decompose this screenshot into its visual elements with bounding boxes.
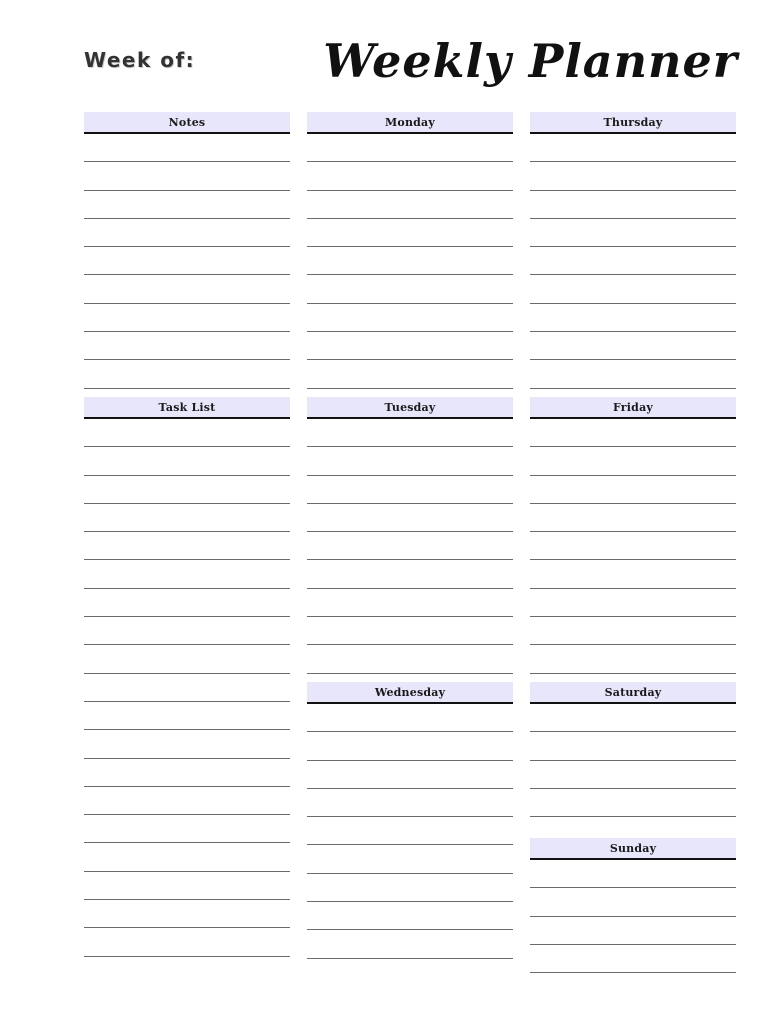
section-thursday [530, 112, 736, 389]
writing-line[interactable] [530, 162, 736, 190]
section-header [307, 112, 513, 134]
writing-line[interactable] [530, 360, 736, 388]
writing-line[interactable] [84, 247, 290, 275]
writing-line[interactable] [530, 304, 736, 332]
section-header-label: Notes [168, 115, 206, 129]
page-header [0, 36, 784, 96]
section-monday [307, 112, 513, 389]
writing-line[interactable] [84, 928, 290, 956]
writing-line[interactable] [530, 917, 736, 945]
writing-line[interactable] [307, 360, 513, 388]
section-task-list [84, 397, 290, 957]
writing-line[interactable] [530, 447, 736, 475]
writing-line[interactable] [530, 589, 736, 617]
writing-line[interactable] [530, 617, 736, 645]
writing-line[interactable] [530, 732, 736, 760]
writing-line[interactable] [84, 476, 290, 504]
writing-line[interactable] [307, 930, 513, 958]
writing-line[interactable] [530, 504, 736, 532]
section-friday [530, 397, 736, 674]
section-sunday [530, 838, 736, 973]
writing-line[interactable] [307, 532, 513, 560]
writing-line[interactable] [530, 945, 736, 973]
section-wednesday [307, 682, 513, 959]
section-header-label: Wednesday [374, 685, 446, 699]
writing-line[interactable] [307, 560, 513, 588]
week-of-label: Week of: [84, 48, 196, 72]
writing-line[interactable] [84, 730, 290, 758]
section-header-label: Task List [158, 400, 216, 414]
writing-lines [530, 134, 736, 389]
section-notes [84, 112, 290, 389]
writing-lines [84, 419, 290, 957]
writing-line[interactable] [530, 134, 736, 162]
section-header-label: Friday [612, 400, 653, 414]
writing-line[interactable] [307, 645, 513, 673]
writing-line[interactable] [307, 162, 513, 190]
writing-line[interactable] [84, 275, 290, 303]
section-header-label: Tuesday [384, 400, 436, 414]
writing-lines [530, 419, 736, 674]
writing-line[interactable] [307, 874, 513, 902]
writing-line[interactable] [307, 419, 513, 447]
writing-line[interactable] [84, 191, 290, 219]
writing-line[interactable] [84, 787, 290, 815]
writing-line[interactable] [530, 191, 736, 219]
writing-line[interactable] [84, 560, 290, 588]
writing-line[interactable] [530, 888, 736, 916]
writing-line[interactable] [530, 476, 736, 504]
writing-line[interactable] [84, 645, 290, 673]
writing-line[interactable] [307, 134, 513, 162]
writing-lines [307, 704, 513, 959]
writing-line[interactable] [84, 843, 290, 871]
writing-line[interactable] [307, 617, 513, 645]
writing-line[interactable] [530, 704, 736, 732]
writing-line[interactable] [84, 504, 290, 532]
writing-line[interactable] [307, 845, 513, 873]
writing-line[interactable] [530, 860, 736, 888]
writing-lines [84, 134, 290, 389]
section-tuesday [307, 397, 513, 674]
writing-line[interactable] [530, 419, 736, 447]
section-header [530, 838, 736, 860]
writing-line[interactable] [84, 589, 290, 617]
writing-line[interactable] [84, 702, 290, 730]
section-header [530, 682, 736, 704]
writing-line[interactable] [84, 617, 290, 645]
writing-line[interactable] [84, 900, 290, 928]
writing-line[interactable] [84, 360, 290, 388]
section-header [307, 682, 513, 704]
section-header [84, 397, 290, 419]
writing-line[interactable] [307, 704, 513, 732]
writing-line[interactable] [530, 645, 736, 673]
writing-line[interactable] [84, 332, 290, 360]
writing-line[interactable] [307, 304, 513, 332]
section-header-label: Sunday [609, 841, 657, 855]
writing-line[interactable] [84, 419, 290, 447]
section-header-label: Monday [385, 115, 435, 129]
page-title: Weekly Planner [323, 34, 738, 88]
section-header-label: Saturday [604, 685, 662, 699]
section-header [84, 112, 290, 134]
writing-line[interactable] [84, 872, 290, 900]
writing-line[interactable] [530, 332, 736, 360]
section-saturday [530, 682, 736, 817]
writing-lines [530, 860, 736, 973]
writing-line[interactable] [530, 247, 736, 275]
writing-line[interactable] [84, 759, 290, 787]
writing-lines [530, 704, 736, 817]
writing-line[interactable] [307, 447, 513, 475]
writing-line[interactable] [530, 219, 736, 247]
writing-line[interactable] [307, 761, 513, 789]
writing-line[interactable] [307, 504, 513, 532]
writing-line[interactable] [307, 219, 513, 247]
writing-line[interactable] [84, 532, 290, 560]
writing-line[interactable] [307, 589, 513, 617]
writing-line[interactable] [530, 560, 736, 588]
writing-lines [307, 134, 513, 389]
writing-line[interactable] [307, 732, 513, 760]
section-header [530, 397, 736, 419]
writing-line[interactable] [84, 304, 290, 332]
section-header [530, 112, 736, 134]
writing-line[interactable] [84, 219, 290, 247]
writing-line[interactable] [84, 134, 290, 162]
writing-line[interactable] [530, 761, 736, 789]
writing-line[interactable] [307, 789, 513, 817]
writing-lines [307, 419, 513, 674]
writing-line[interactable] [530, 532, 736, 560]
writing-line[interactable] [530, 275, 736, 303]
writing-line[interactable] [307, 191, 513, 219]
section-header-label: Thursday [603, 115, 663, 129]
writing-line[interactable] [307, 275, 513, 303]
writing-line[interactable] [307, 817, 513, 845]
writing-line[interactable] [530, 789, 736, 817]
writing-line[interactable] [84, 815, 290, 843]
writing-line[interactable] [307, 902, 513, 930]
section-header [307, 397, 513, 419]
writing-line[interactable] [307, 332, 513, 360]
writing-line[interactable] [84, 162, 290, 190]
writing-line[interactable] [84, 447, 290, 475]
writing-line[interactable] [307, 247, 513, 275]
writing-line[interactable] [307, 476, 513, 504]
writing-line[interactable] [84, 674, 290, 702]
